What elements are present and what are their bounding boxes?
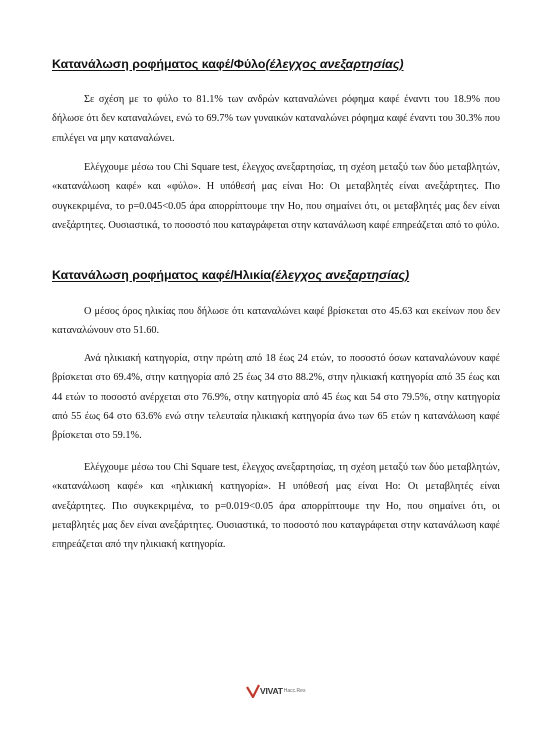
footer-logo — [246, 682, 305, 700]
vivat-logo-icon — [246, 684, 260, 698]
section-heading-gender-main: Κατανάλωση ροφήματος καφέ/Φύλο — [52, 57, 266, 71]
section-heading-age-paren: (έλεγχος ανεξαρτησίας) — [271, 268, 410, 282]
section-heading-gender-paren: (έλεγχος ανεξαρτησίας) — [265, 57, 404, 71]
paragraph-age-categories: Ανά ηλικιακή κατηγορία, στην πρώτη από 18 έως 24 ετών, το ποσοστό όσων καταναλώνουν καφέ βρίσκεται στο 69.4%, στην κατηγορία από 25 έως 34 στο 88.2%, στην ηλικιακή κατηγορία από 35 έως και 44 ετών το ποσοστό ανέρχεται στο 76.9%, στην κατηγορία από 45 έως και 54 στο 79.5%, στην κατηγορία από 55 έως 64 στο 63.6% ενώ στην τελευταία ηλικιακή κατηγορία άνω των 65 ετών η κατανάλωση καφέ βρίσκεται στο 59.1%. — [52, 353, 500, 442]
paragraph-gender-percentages: Σε σχέση με το φύλο το 81.1% των ανδρών καταναλώνει ρόφημα καφέ έναντι του 18.9% που δήλωσε ότι δεν καταναλώνει, ενώ το 69.7% των γυναικών καταναλώνει ρόφημα καφέ έναντι του 30.3% που επιλέγει να μην καταναλώνει. — [52, 94, 501, 144]
logo-text: VIVAT — [260, 686, 283, 696]
logo-subtext: Hacc.Res — [283, 688, 306, 694]
paragraph-gender-chi-square: Ελέγχουμε μέσω του Chi Square test, έλεγχος ανεξαρτησίας, τη σχέση μεταξύ των δύο μεταβλητών, «κατανάλωση καφέ» και «φύλο». Η υπόθεσή μας είναι Ho: Οι μεταβλητές είναι ανεξάρτητες. Πιο συγκεκριμένα, το p=0.045<0.05 άρα απορρίπτουμε την Ho, που σημαίνει ότι, οι μεταβλητές μας δεν είναι ανεξάρτητες. Ουσιαστικά, το ποσοστό που καταγράφεται στην κατανάλωση καφέ επηρεάζεται από το φύλο. — [52, 162, 500, 231]
section-heading-age — [52, 268, 500, 282]
paragraph-age-chi-square: Ελέγχουμε μέσω του Chi Square test, έλεγχος ανεξαρτησίας, τη σχέση μεταξύ των δύο μεταβλητών, «κατανάλωση καφέ» και «ηλικιακή κατηγορία». Η υπόθεσή μας είναι Ho: Οι μεταβλητές είναι ανεξάρτητες. Πιο συγκεκριμένα, το p=0.019<0.05 άρα απορρίπτουμε την Ho, που σημαίνει ότι, οι μεταβλητές μας δεν είναι ανεξάρτητες. Ουσιαστικά, το ποσοστό που καταγράφεται στην κατανάλωση καφέ επηρεάζεται από την ηλικιακή κατηγορία. — [52, 462, 500, 551]
section-heading-gender — [52, 57, 500, 71]
paragraph-age-mean: Ο μέσος όρος ηλικίας που δήλωσε ότι καταναλώνει καφέ βρίσκεται στο 45.63 και εκείνων που δεν καταναλώνουν στο 51.60. — [52, 306, 500, 337]
section-heading-age-main: Κατανάλωση ροφήματος καφέ/Ηλικία — [52, 268, 272, 282]
